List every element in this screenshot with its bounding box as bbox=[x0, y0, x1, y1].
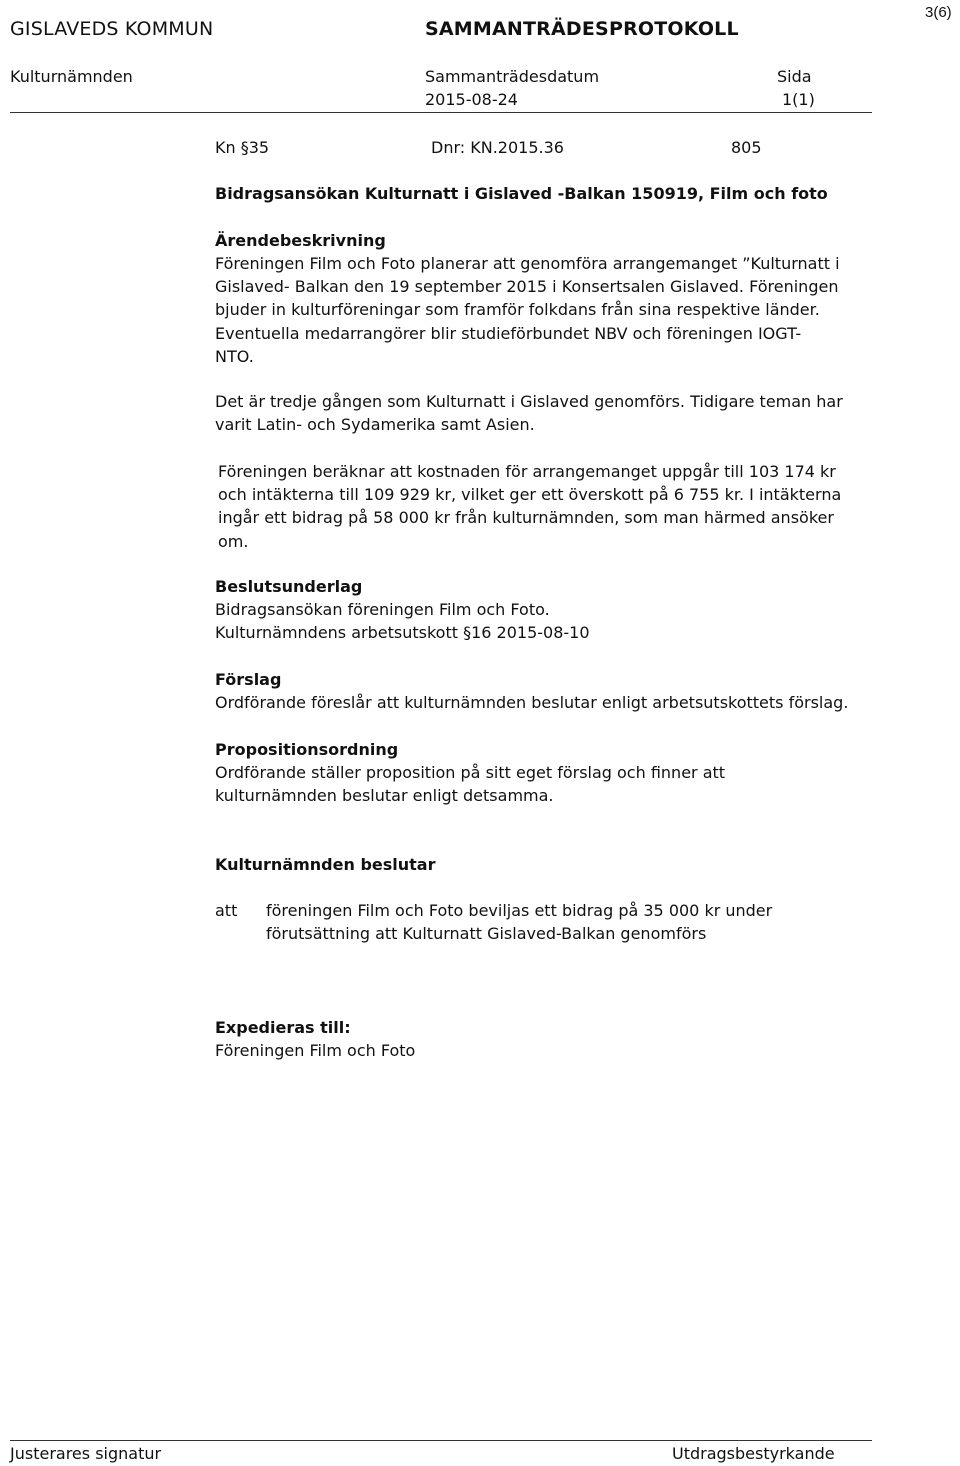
proposition-line: kulturnämnden beslutar enligt detsamma. bbox=[215, 786, 554, 806]
dispatch-recipient: Föreningen Film och Foto bbox=[215, 1041, 416, 1060]
proposition-text bbox=[215, 761, 865, 807]
proposal-heading: Förslag bbox=[215, 670, 282, 689]
meeting-date: 2015-08-24 bbox=[425, 90, 518, 109]
decision-line: föreningen Film och Foto beviljas ett bidrag på 35 000 kr under bbox=[266, 901, 773, 920]
proposition-line: Ordförande ställer proposition på sitt eget förslag och finner att bbox=[215, 763, 726, 782]
committee-name: Kulturnämnden bbox=[10, 67, 133, 86]
decision-line: förutsättning att Kulturnatt Gislaved-Balkan genomförs bbox=[266, 924, 707, 944]
description-paragraph-1 bbox=[215, 252, 865, 368]
description-paragraph-2 bbox=[215, 390, 865, 436]
proposal-text: Ordförande föreslår att kulturnämnden beslutar enligt arbetsutskottets förslag. bbox=[215, 693, 849, 712]
description-paragraph-3 bbox=[218, 460, 868, 553]
page-label: Sida bbox=[777, 67, 812, 86]
footer-rule bbox=[10, 1440, 872, 1441]
page-value: 1(1) bbox=[782, 90, 815, 109]
description-line: Gislaved- Balkan den 19 september 2015 i Konsertsalen Gislaved. Föreningen bbox=[215, 277, 839, 297]
description-line: om. bbox=[218, 531, 249, 551]
basis-list bbox=[215, 598, 865, 644]
page-number: 3(6) bbox=[925, 4, 952, 21]
description-line: Föreningen Film och Foto planerar att genomföra arrangemanget ”Kulturnatt i bbox=[215, 254, 840, 273]
case-dnr: Dnr: KN.2015.36 bbox=[431, 138, 564, 157]
description-heading: Ärendebeskrivning bbox=[215, 231, 386, 250]
dispatch-heading: Expedieras till: bbox=[215, 1018, 351, 1037]
footer-certification-label: Utdragsbestyrkande bbox=[672, 1444, 835, 1463]
description-line: ingår ett bidrag på 58 000 kr från kulturnämnden, som man härmed ansöker bbox=[218, 508, 834, 528]
dispatch-section bbox=[215, 1016, 865, 1062]
header-rule bbox=[10, 112, 872, 113]
municipality-name: GISLAVEDS KOMMUN bbox=[10, 18, 214, 40]
basis-heading: Beslutsunderlag bbox=[215, 577, 363, 596]
basis-section bbox=[215, 575, 865, 644]
description-line: bjuder in kulturföreningar som framför folkdans från sina respektive länder. bbox=[215, 300, 820, 320]
proposal-section bbox=[215, 668, 865, 714]
decision-text bbox=[266, 899, 866, 945]
case-code: 805 bbox=[731, 138, 762, 157]
description-section bbox=[215, 229, 865, 368]
case-paragraph: Kn §35 bbox=[215, 138, 270, 157]
description-line: Det är tredje gången som Kulturnatt i Gislaved genomförs. Tidigare teman har bbox=[215, 392, 843, 411]
basis-item: Kulturnämndens arbetsutskott §16 2015-08-10 bbox=[215, 623, 590, 643]
description-line: Eventuella medarrangörer blir studieförbundet NBV och föreningen IOGT- bbox=[215, 323, 802, 343]
proposition-section bbox=[215, 738, 865, 807]
basis-item: Bidragsansökan föreningen Film och Foto. bbox=[215, 600, 550, 619]
proposition-heading: Propositionsordning bbox=[215, 740, 399, 759]
footer-signature-label: Justerares signatur bbox=[10, 1444, 162, 1463]
case-title: Bidragsansökan Kulturnatt i Gislaved -Balkan 150919, Film och foto bbox=[215, 184, 828, 203]
description-line: NTO. bbox=[215, 346, 254, 366]
decision-heading: Kulturnämnden beslutar bbox=[215, 855, 436, 874]
description-line: varit Latin- och Sydamerika samt Asien. bbox=[215, 415, 535, 435]
description-line: och intäkterna till 109 929 kr, vilket ger ett överskott på 6 755 kr. I intäkterna bbox=[218, 485, 842, 505]
description-line: Föreningen beräknar att kostnaden för arrangemanget uppgår till 103 174 kr bbox=[218, 462, 836, 481]
meeting-date-label: Sammanträdesdatum bbox=[425, 67, 600, 86]
decision-key: att bbox=[215, 901, 238, 920]
document-type: SAMMANTRÄDESPROTOKOLL bbox=[425, 18, 739, 40]
